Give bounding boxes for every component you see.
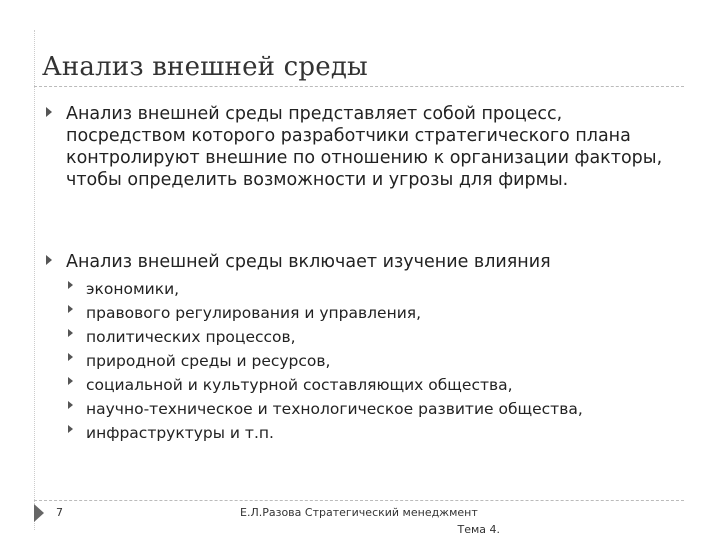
- footer-divider: [34, 500, 684, 501]
- sub-bullet-arrow-icon: [68, 329, 73, 337]
- left-guide-line: [34, 30, 35, 530]
- footer-caption: [240, 504, 500, 538]
- page-number: 7: [56, 506, 63, 519]
- bullet-item: [46, 251, 686, 273]
- sub-bullet-arrow-icon: [68, 425, 73, 433]
- sub-bullet-text: экономики,: [86, 280, 180, 298]
- bullet-text: Анализ внешней среды представляет собой процесс, посредством которого разработчики стратегического плана контролируют внешние по отношению к организации факторы, чтобы определить возможности и угрозы для фирмы.: [66, 104, 663, 190]
- bullet-arrow-icon: [46, 107, 52, 117]
- sub-bullet-item: [68, 349, 688, 373]
- sub-bullet-item: [68, 373, 688, 397]
- title-divider: [34, 86, 684, 87]
- sub-bullet-arrow-icon: [68, 401, 73, 409]
- slide-title: Анализ внешней среды: [42, 52, 368, 82]
- sub-bullet-item: [68, 301, 688, 325]
- footer-topic-line: Тема 4.: [457, 523, 500, 536]
- sub-bullet-text: социальной и культурной составляющих общества,: [86, 376, 513, 394]
- footer-author-line: Е.Л.Разова Стратегический менеджмент: [240, 506, 478, 519]
- sub-bullet-text: природной среды и ресурсов,: [86, 352, 331, 370]
- sub-bullet-item: [68, 277, 688, 301]
- sub-bullet-item: [68, 421, 688, 445]
- bullet-text: Анализ внешней среды включает изучение влияния: [66, 252, 551, 272]
- sub-bullet-text: инфраструктуры и т.п.: [86, 424, 274, 442]
- sub-bullet-item: [68, 397, 688, 421]
- sub-bullet-text: научно-техническое и технологическое развитие общества,: [86, 400, 583, 418]
- sub-bullet-arrow-icon: [68, 353, 73, 361]
- sub-bullet-arrow-icon: [68, 377, 73, 385]
- sub-bullet-item: [68, 325, 688, 349]
- bullet-arrow-icon: [46, 255, 52, 265]
- sub-bullet-text: политических процессов,: [86, 328, 296, 346]
- sub-bullet-text: правового регулирования и управления,: [86, 304, 422, 322]
- page-marker-icon: [34, 504, 44, 522]
- bullet-item: [46, 103, 686, 191]
- sub-bullet-arrow-icon: [68, 281, 73, 289]
- sub-bullet-arrow-icon: [68, 305, 73, 313]
